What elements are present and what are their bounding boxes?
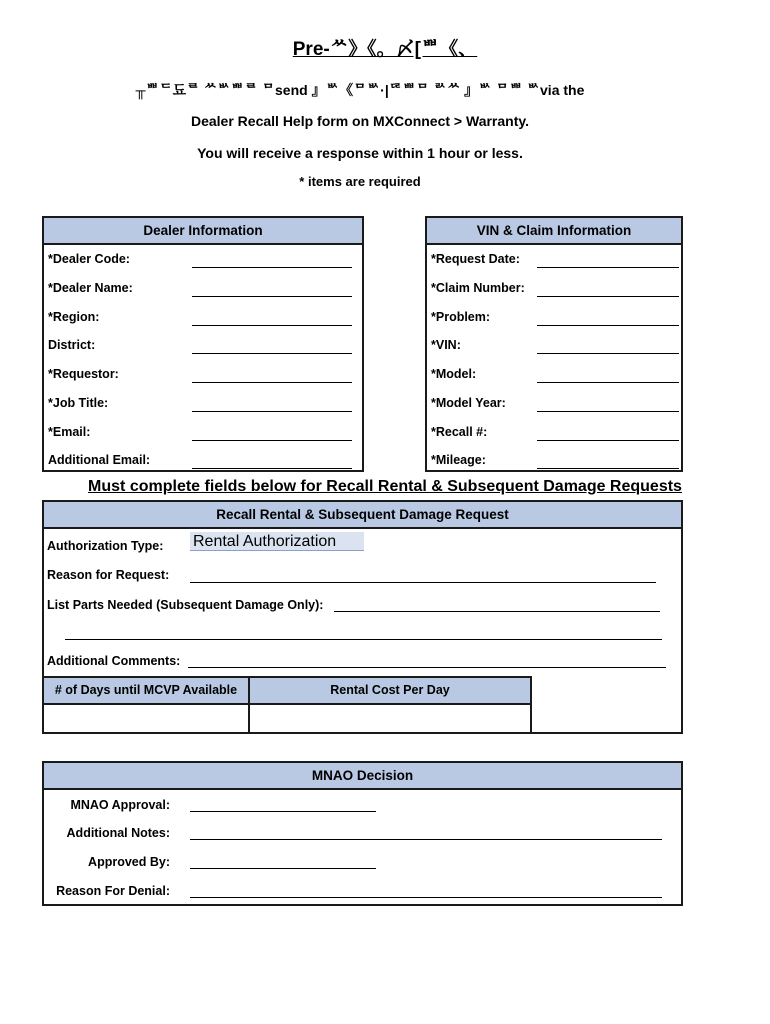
reason-field[interactable] <box>190 581 656 583</box>
region-row <box>48 306 358 326</box>
parts-field[interactable] <box>334 610 660 612</box>
parts-field-line-2[interactable] <box>65 638 662 640</box>
job-title-row <box>48 392 358 412</box>
vin-info-section <box>425 216 683 472</box>
cost-value-cell[interactable] <box>248 703 532 734</box>
dealer-info-header: Dealer Information <box>44 218 362 245</box>
request-date-label: *Request Date: <box>431 252 520 266</box>
additional-email-row <box>48 449 358 469</box>
vin-info-header: VIN & Claim Information <box>427 218 681 245</box>
additional-email-label: Additional Email: <box>48 453 151 467</box>
approval-field[interactable] <box>190 810 376 812</box>
problem-field[interactable] <box>537 324 679 326</box>
reason-label: Reason for Request: <box>47 568 170 582</box>
form-title: Pre-ᄊ》《。〆[ᄈ《、 <box>292 39 478 60</box>
comments-field[interactable] <box>188 666 666 668</box>
auth-type-select[interactable]: Rental Authorization <box>190 532 364 551</box>
approval-label: MNAO Approval: <box>70 798 170 812</box>
email-field[interactable] <box>192 439 352 441</box>
model-field[interactable] <box>537 381 679 383</box>
claim-number-row <box>431 277 677 297</box>
problem-label: *Problem: <box>431 310 491 324</box>
parts-label: List Parts Needed (Subsequent Damage Only): <box>47 598 324 612</box>
district-label: District: <box>48 338 96 352</box>
required-note: * items are required <box>299 174 421 189</box>
request-date-row <box>431 248 677 268</box>
approved-by-field[interactable] <box>190 867 376 869</box>
intro-line-1: ╥ᄈᄃ됴ᄅ ᄊᄡᄈᄅ ᄆsend 』ᄡ《ᄆᄡ·|ᄃᄅᄈᄆ ᄅᄉᄊ 』ᄡ ᄆᄈ ᄡvia the <box>135 82 585 98</box>
problem-row <box>431 306 677 326</box>
model-year-label: *Model Year: <box>431 396 506 410</box>
vin-label: *VIN: <box>431 338 461 352</box>
model-year-field[interactable] <box>537 410 679 412</box>
auth-type-label: Authorization Type: <box>47 539 164 553</box>
dealer-code-row <box>48 248 358 268</box>
region-label: *Region: <box>48 310 100 324</box>
approved-by-label: Approved By: <box>88 855 170 869</box>
dealer-name-row <box>48 277 358 297</box>
region-field[interactable] <box>192 324 352 326</box>
claim-number-label: *Claim Number: <box>431 281 525 295</box>
vin-field[interactable] <box>537 352 679 354</box>
notes-field[interactable] <box>190 838 662 840</box>
job-title-field[interactable] <box>192 410 352 412</box>
days-header: # of Days until MCVP Available <box>42 676 250 705</box>
email-row <box>48 421 358 441</box>
district-field[interactable] <box>192 352 352 354</box>
requestor-field[interactable] <box>192 381 352 383</box>
dealer-name-field[interactable] <box>192 295 352 297</box>
mileage-field[interactable] <box>537 467 679 469</box>
recall-number-row <box>431 421 677 441</box>
additional-email-field[interactable] <box>192 467 352 469</box>
dealer-code-field[interactable] <box>192 266 352 268</box>
recall-header: Recall Rental & Subsequent Damage Request <box>44 502 681 529</box>
recall-number-field[interactable] <box>537 439 679 441</box>
notes-label: Additional Notes: <box>66 826 170 840</box>
model-label: *Model: <box>431 367 477 381</box>
recall-right-border <box>681 676 683 734</box>
district-row <box>48 334 358 354</box>
job-title-label: *Job Title: <box>48 396 109 410</box>
dealer-name-label: *Dealer Name: <box>48 281 133 295</box>
comments-label: Additional Comments: <box>47 654 181 668</box>
denial-field[interactable] <box>190 896 662 898</box>
model-year-row <box>431 392 677 412</box>
requestor-label: *Requestor: <box>48 367 119 381</box>
recall-number-label: *Recall #: <box>431 425 488 439</box>
decision-header: MNAO Decision <box>44 763 681 790</box>
model-row <box>431 363 677 383</box>
intro-line-3: You will receive a response within 1 hour or less. <box>197 145 523 161</box>
request-date-field[interactable] <box>537 266 679 268</box>
mileage-label: *Mileage: <box>431 453 486 467</box>
days-value-cell[interactable] <box>42 703 250 734</box>
mileage-row <box>431 449 677 469</box>
denial-label: Reason For Denial: <box>56 884 170 898</box>
vin-row <box>431 334 677 354</box>
claim-number-field[interactable] <box>537 295 679 297</box>
requestor-row <box>48 363 358 383</box>
email-label: *Email: <box>48 425 91 439</box>
recall-bottom-border <box>530 732 683 734</box>
must-complete-heading: Must complete fields below for Recall Rental & Subsequent Damage Requests <box>88 478 682 495</box>
dealer-code-label: *Dealer Code: <box>48 252 130 266</box>
dealer-info-section <box>42 216 364 472</box>
cost-header: Rental Cost Per Day <box>248 676 532 705</box>
intro-line-2: Dealer Recall Help form on MXConnect > Warranty. <box>190 113 530 129</box>
